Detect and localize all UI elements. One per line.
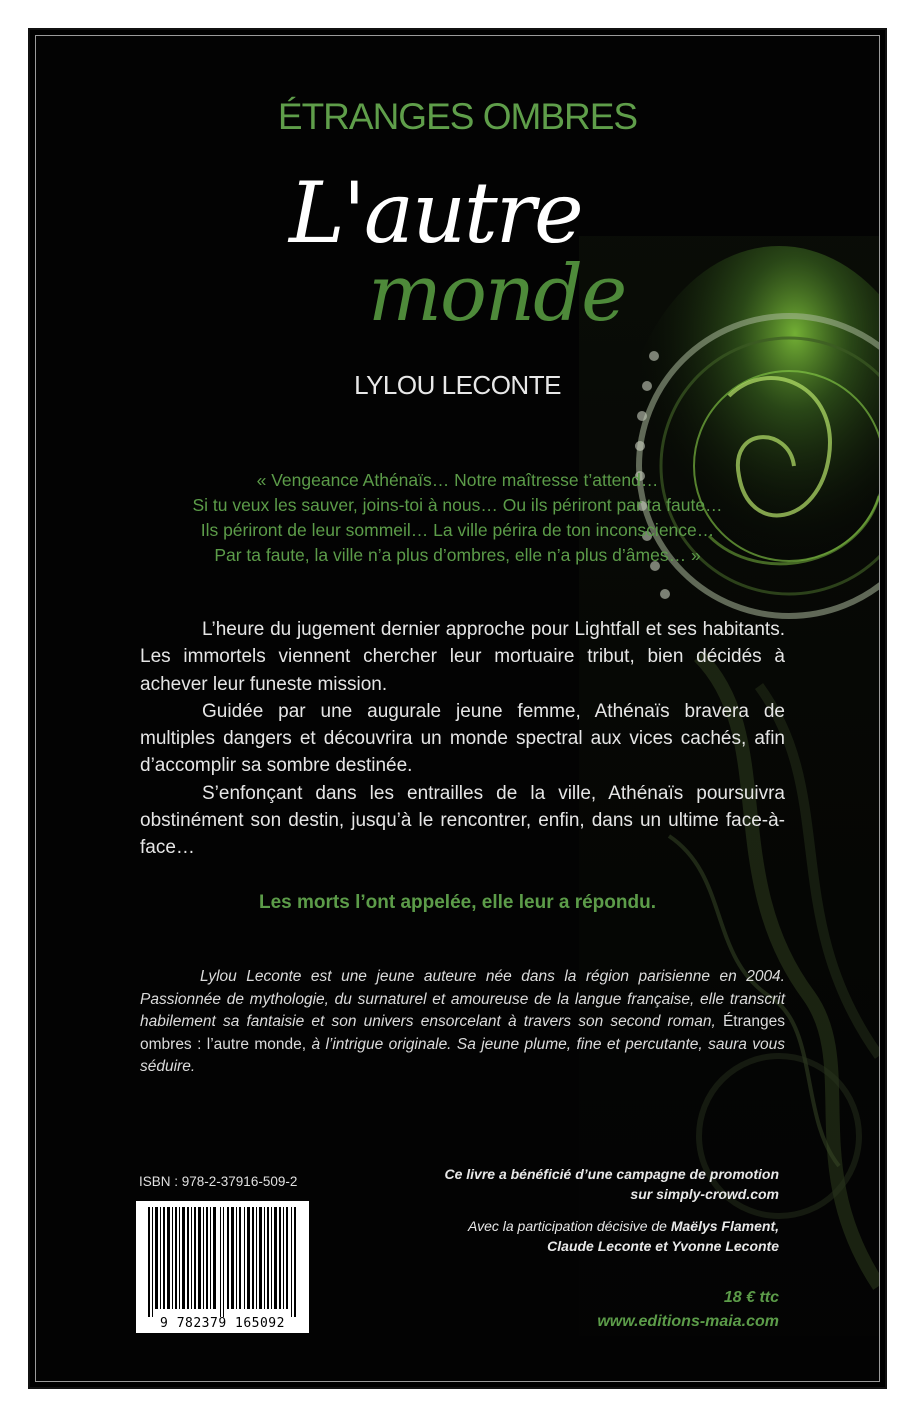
book-title-line-2: monde bbox=[368, 249, 626, 339]
price: 18 € ttc bbox=[723, 1289, 779, 1306]
credits-line: sur simply-crowd.com bbox=[630, 1186, 779, 1202]
quote-line: Par ta faute, la ville n’a plus d’ombres, elle n’a plus d’âmes… » bbox=[214, 545, 701, 565]
quote-line: « Vengeance Athénaïs… Notre maîtresse t’attend… bbox=[256, 470, 659, 490]
price-block bbox=[597, 1286, 779, 1334]
cover-inner-border bbox=[35, 35, 880, 1382]
credits-line: Ce livre a bénéficié d’une campagne de promotion bbox=[444, 1166, 779, 1182]
author-bio bbox=[140, 966, 785, 1079]
credits-name: Maëlys Flament, bbox=[670, 1218, 779, 1234]
synopsis-paragraph: L’heure du jugement dernier approche pour Lightfall et ses habitants. Les immortels viennent chercher leur mortuaire tribut, bien décidés à achever leur funeste mission. bbox=[140, 619, 785, 695]
synopsis-paragraph: S’enfonçant dans les entrailles de la ville, Athénaïs poursuivra obstinément son destin, jusqu’à le rencontrer, enfin, dans un ultime face-à-face… bbox=[140, 782, 785, 859]
publisher-website: www.editions-maia.com bbox=[597, 1313, 779, 1330]
synopsis-paragraph: Guidée par une augurale jeune femme, Athénaïs bravera de multiples dangers et découvrira un monde spectral aux vices cachés, afin d’accomplir sa sombre destinée. bbox=[140, 700, 785, 777]
series-title: ÉTRANGES OMBRES bbox=[277, 96, 638, 137]
quote-line: Ils périront de leur sommeil… La ville périra de ton inconscience… bbox=[200, 520, 715, 540]
barcode-image bbox=[136, 1201, 309, 1333]
barcode-digits: 9 782379 165092 bbox=[160, 1316, 285, 1331]
credits-text: Avec la participation décisive de bbox=[467, 1218, 671, 1234]
bio-book-title: Étranges ombres : l’autre monde, bbox=[140, 1013, 785, 1053]
credits bbox=[379, 1164, 779, 1256]
bio-text: Lylou Leconte est une jeune auteure née dans la région parisienne en 2004. Passionnée de mythologie, du surnaturel et amoureuse de la langue française, elle transcrit habilement sa fantaisie et son univers ensorcelant à travers son second roman, bbox=[140, 968, 785, 1031]
book-back-cover bbox=[28, 28, 887, 1389]
synopsis bbox=[140, 616, 785, 862]
credits-line: Claude Leconte et Yvonne Leconte bbox=[547, 1238, 779, 1254]
credits-line bbox=[379, 1216, 779, 1236]
author-name: LYLOU LECONTE bbox=[354, 370, 561, 400]
tagline: Les morts l’ont appelée, elle leur a répondu. bbox=[259, 892, 656, 913]
book-title-line-1: L'autre bbox=[289, 164, 582, 262]
quote-line: Si tu veux les sauver, joins-toi à nous… Ou ils périront par ta faute… bbox=[192, 495, 723, 515]
epigraph-quote bbox=[36, 468, 879, 568]
barcode bbox=[136, 1201, 309, 1333]
bio-text: à l’intrigue originale. Sa jeune plume, fine et percutante, saura vous séduire. bbox=[140, 1035, 785, 1076]
isbn-label: ISBN : 978-2-37916-509-2 bbox=[139, 1174, 298, 1189]
